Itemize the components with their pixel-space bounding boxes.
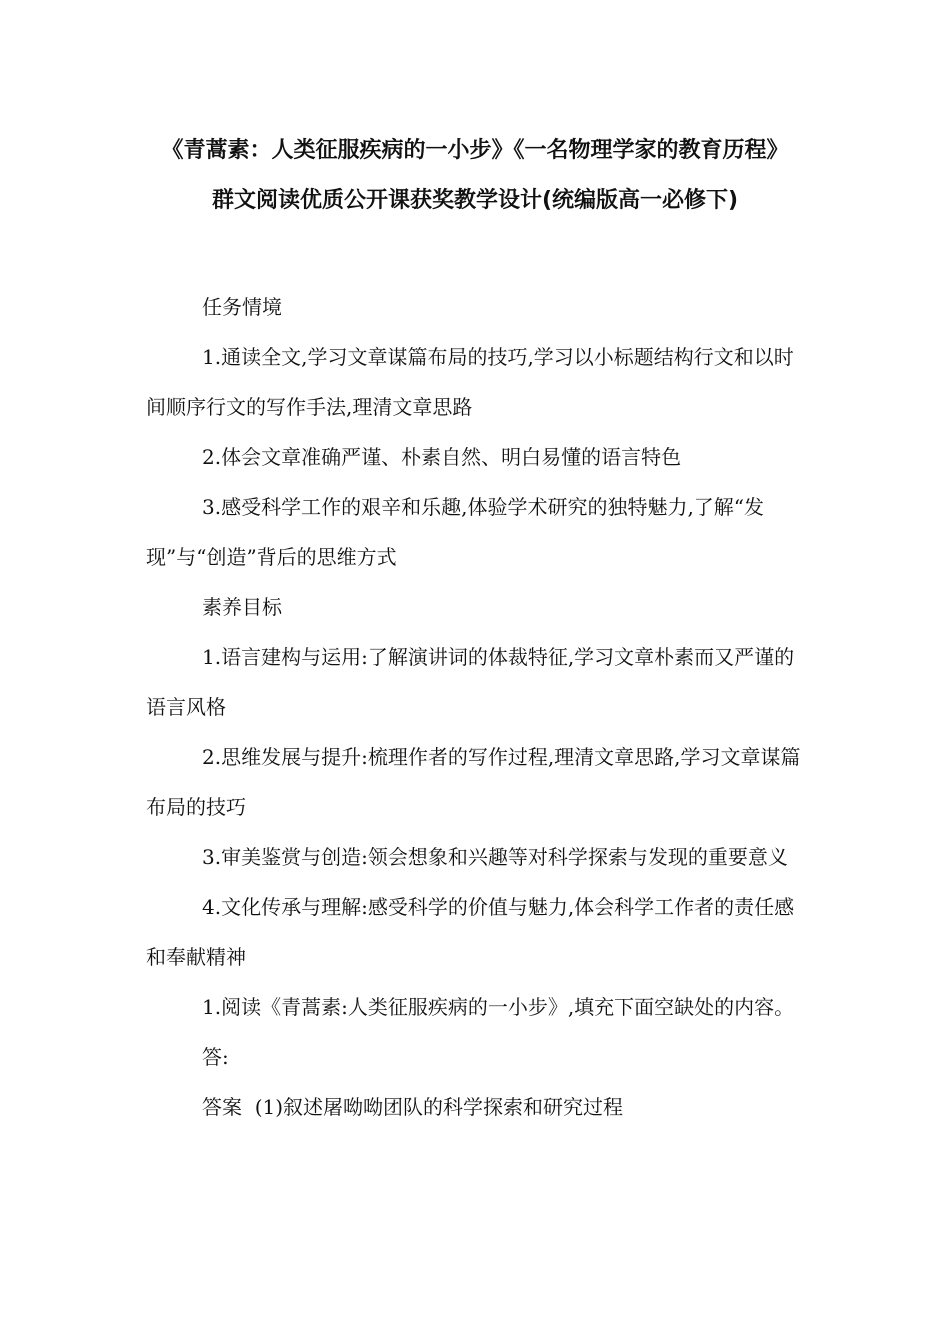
- document-body: [146, 282, 806, 1132]
- task-item-3: 3.感受科学工作的艰辛和乐趣,体验学术研究的独特魅力,了解“发现”与“创造”背后的思维方式: [146, 495, 765, 569]
- goal-item-3: 3.审美鉴赏与创造:领会想象和兴趣等对科学探索与发现的重要意义: [202, 845, 788, 869]
- answer-label: 答:: [202, 1045, 229, 1069]
- document-title-line-1: 《青蒿素：人类征服疾病的一小步》《一名物理学家的教育历程》: [161, 138, 789, 163]
- goal-item-4: 4.文化传承与理解:感受科学的价值与魅力,体会科学工作者的责任感和奉献精神: [146, 895, 795, 969]
- goal-item-2: 2.思维发展与提升:梳理作者的写作过程,理清文章思路,学习文章谋篇布局的技巧: [146, 745, 801, 819]
- goal-heading: 素养目标: [202, 595, 282, 619]
- task-heading: 任务情境: [202, 295, 282, 319]
- task-item-1: 1.通读全文,学习文章谋篇布局的技巧,学习以小标题结构行文和以时间顺序行文的写作手法,理清文章思路: [146, 345, 794, 419]
- exercise-item-1: 1.阅读《青蒿素:人类征服疾病的一小步》,填充下面空缺处的内容。: [202, 995, 795, 1019]
- goal-item-1: 1.语言建构与运用:了解演讲词的体裁特征,学习文章朴素而又严谨的语言风格: [146, 645, 795, 719]
- answer-text: 答案 (1)叙述屠呦呦团队的科学探索和研究过程: [202, 1095, 624, 1119]
- task-item-2: 2.体会文章准确严谨、朴素自然、明白易懂的语言特色: [202, 445, 682, 469]
- document-title-line-2: 群文阅读优质公开课获奖教学设计(统编版高一必修下): [211, 188, 739, 213]
